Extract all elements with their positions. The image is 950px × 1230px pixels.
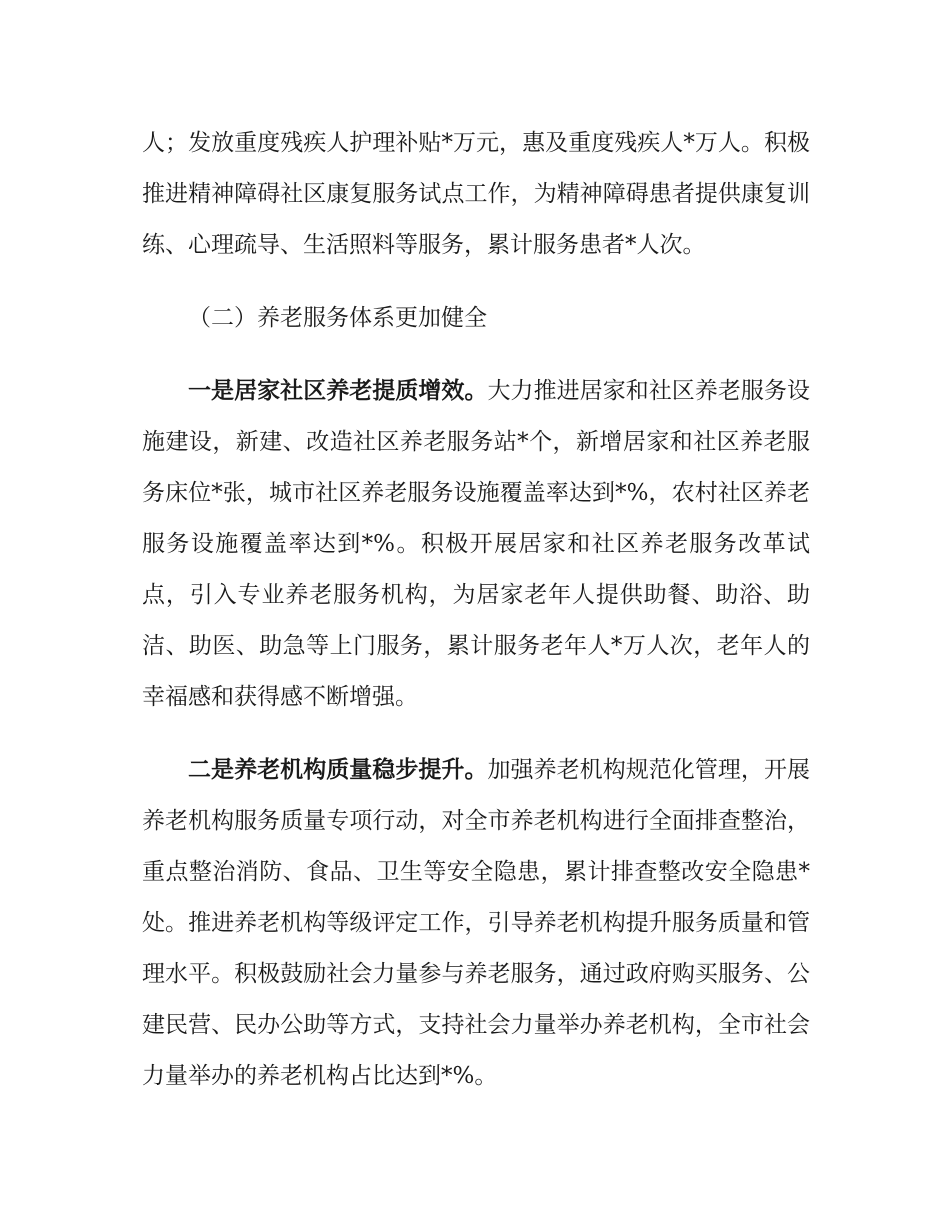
paragraph-text-home-community-care: 大力推进居家和社区养老服务设施建设，新建、改造社区养老服务站*个，新增居家和社区养老服务床位*张，城市社区养老服务设施覆盖率达到*%，农村社区养老服务设施覆盖率达到*%。积极开展居家和社区养老服务改革试点，引入专业养老服务机构，为居家老年人提供助餐、助浴、助洁、助医、助急等上门服务，累计服务老年人*万人次，老年人的幸福感和获得感不断增强。 [142, 378, 811, 710]
paragraph-text-elderly-institutions: 加强养老机构规范化管理，开展养老机构服务质量专项行动，对全市养老机构进行全面排查整治，重点整治消防、食品、卫生等安全隐患，累计排查整改安全隐患*处。推进养老机构等级评定工作，引导养老机构提升服务质量和管理水平。积极鼓励社会力量参与养老服务，通过政府购买服务、公建民营、民办公助等方式，支持社会力量举办养老机构，全市社会力量举办的养老机构占比达到*%。 [142, 757, 811, 1089]
paragraph-home-community-care [142, 366, 810, 723]
paragraph-lead-elderly-institutions: 二是养老机构质量稳步提升。 [188, 757, 488, 783]
paragraph-lead-home-community-care: 一是居家社区养老提质增效。 [188, 378, 488, 404]
paragraph-elderly-institutions [142, 745, 810, 1102]
section-heading: （二）养老服务体系更加健全 [188, 305, 487, 331]
paragraph-disability-services: 人；发放重度残疾人护理补贴*万元，惠及重度残疾人*万人。积极推进精神障碍社区康复服务试点工作，为精神障碍患者提供康复训练、心理疏导、生活照料等服务，累计服务患者*人次。 [142, 130, 810, 258]
document-body [142, 118, 810, 1102]
